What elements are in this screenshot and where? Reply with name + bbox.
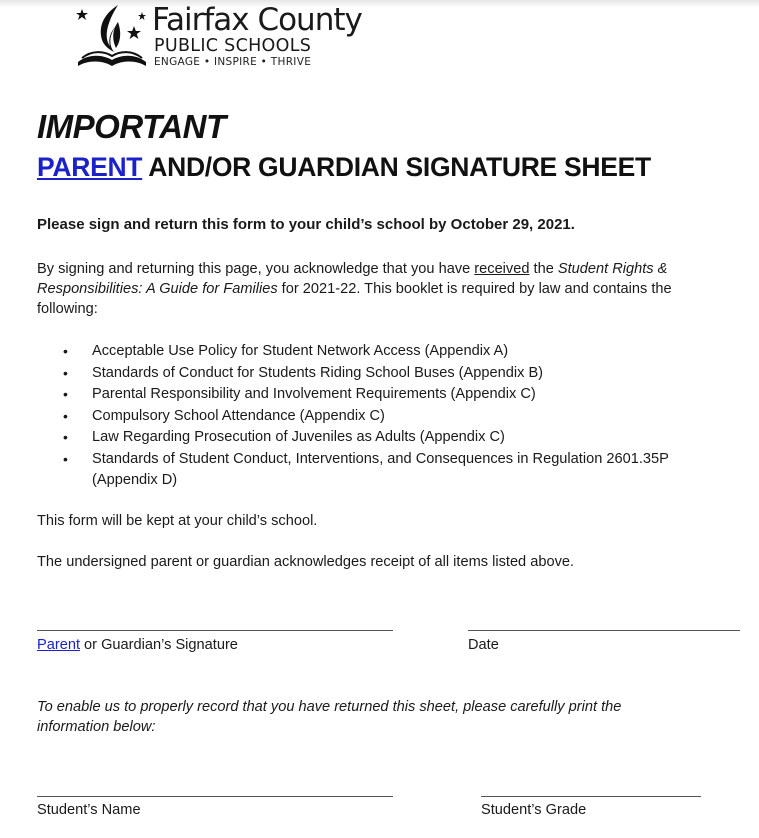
- list-item-text: Standards of Conduct for Students Riding School Buses (Appendix B): [92, 364, 544, 381]
- return-instruction: Please sign and return this form to your child’s school by October 29, 2021.: [37, 216, 575, 233]
- list-item: [37, 341, 669, 363]
- signature-label-rest: or Guardian’s Signature: [80, 637, 238, 653]
- logo-name: Fairfax County: [152, 2, 362, 38]
- print-instruction: [37, 697, 621, 737]
- fcps-logo: [74, 2, 362, 70]
- list-item: [37, 406, 669, 428]
- list-item: [37, 384, 669, 406]
- kept-note: This form will be kept at your child’s school.: [37, 513, 318, 529]
- list-item-text-continued: (Appendix D): [92, 472, 178, 488]
- intro-text-2: the: [529, 261, 558, 277]
- list-item: [37, 363, 669, 385]
- title-rest: AND/OR GUARDIAN SIGNATURE SHEET: [142, 152, 651, 182]
- intro-text-1: By signing and returning this page, you acknowledge that you have: [37, 261, 475, 277]
- parent-link[interactable]: PARENT: [37, 152, 143, 182]
- student-name-label: Student’s Name: [37, 802, 141, 818]
- flame-book-icon: [74, 2, 150, 70]
- student-grade-label: Student’s Grade: [481, 802, 587, 818]
- list-item-text: Standards of Student Conduct, Interventions, and Consequences in Regulation 2601.35P: [92, 450, 669, 467]
- logo-subtitle: PUBLIC SCHOOLS: [154, 36, 312, 56]
- list-item-text: Law Regarding Prosecution of Juveniles as Adults (Appendix C): [92, 429, 505, 445]
- booklet-title-1: Student Rights &: [557, 261, 668, 277]
- parent-signature-link[interactable]: Parent: [37, 637, 80, 653]
- print-instruction-line-2: information below:: [37, 719, 156, 735]
- date-label: Date: [468, 637, 499, 653]
- intro-received: received: [474, 261, 530, 277]
- contents-list: [37, 341, 669, 492]
- list-item: [37, 449, 669, 492]
- intro-text-3: for 2021-22. This booklet is required by law and contains the: [277, 281, 672, 297]
- acknowledge-statement: The undersigned parent or guardian acknowledges receipt of all items listed above.: [37, 554, 575, 570]
- bullet-icon: •: [63, 450, 68, 467]
- list-item-text: Parental Responsibility and Involvement Requirements (Appendix C): [92, 386, 536, 402]
- signature-line[interactable]: [37, 630, 393, 631]
- student-grade-line[interactable]: [481, 796, 701, 797]
- bullet-icon: •: [63, 386, 68, 402]
- bullet-icon: •: [63, 343, 68, 359]
- booklet-title-2: Responsibilities: A Guide for Families: [37, 281, 278, 297]
- student-name-line[interactable]: [37, 796, 393, 797]
- signature-label: [37, 637, 238, 653]
- list-item-text: Acceptable Use Policy for Student Network Access (Appendix A): [92, 343, 509, 359]
- date-line[interactable]: [468, 630, 740, 631]
- list-item: [37, 427, 669, 449]
- intro-text-4: following:: [37, 301, 98, 317]
- bullet-icon: •: [63, 407, 68, 424]
- logo-tagline: ENGAGE • INSPIRE • THRIVE: [154, 56, 312, 68]
- heading-important: IMPORTANT: [37, 108, 226, 145]
- intro-paragraph: [37, 259, 672, 319]
- print-instruction-line-1: To enable us to properly record that you have returned this sheet, please carefully print the: [37, 699, 622, 715]
- bullet-icon: •: [63, 429, 68, 445]
- bullet-icon: •: [63, 364, 68, 381]
- list-item-text: Compulsory School Attendance (Appendix C): [92, 407, 385, 424]
- page-title: [37, 152, 651, 183]
